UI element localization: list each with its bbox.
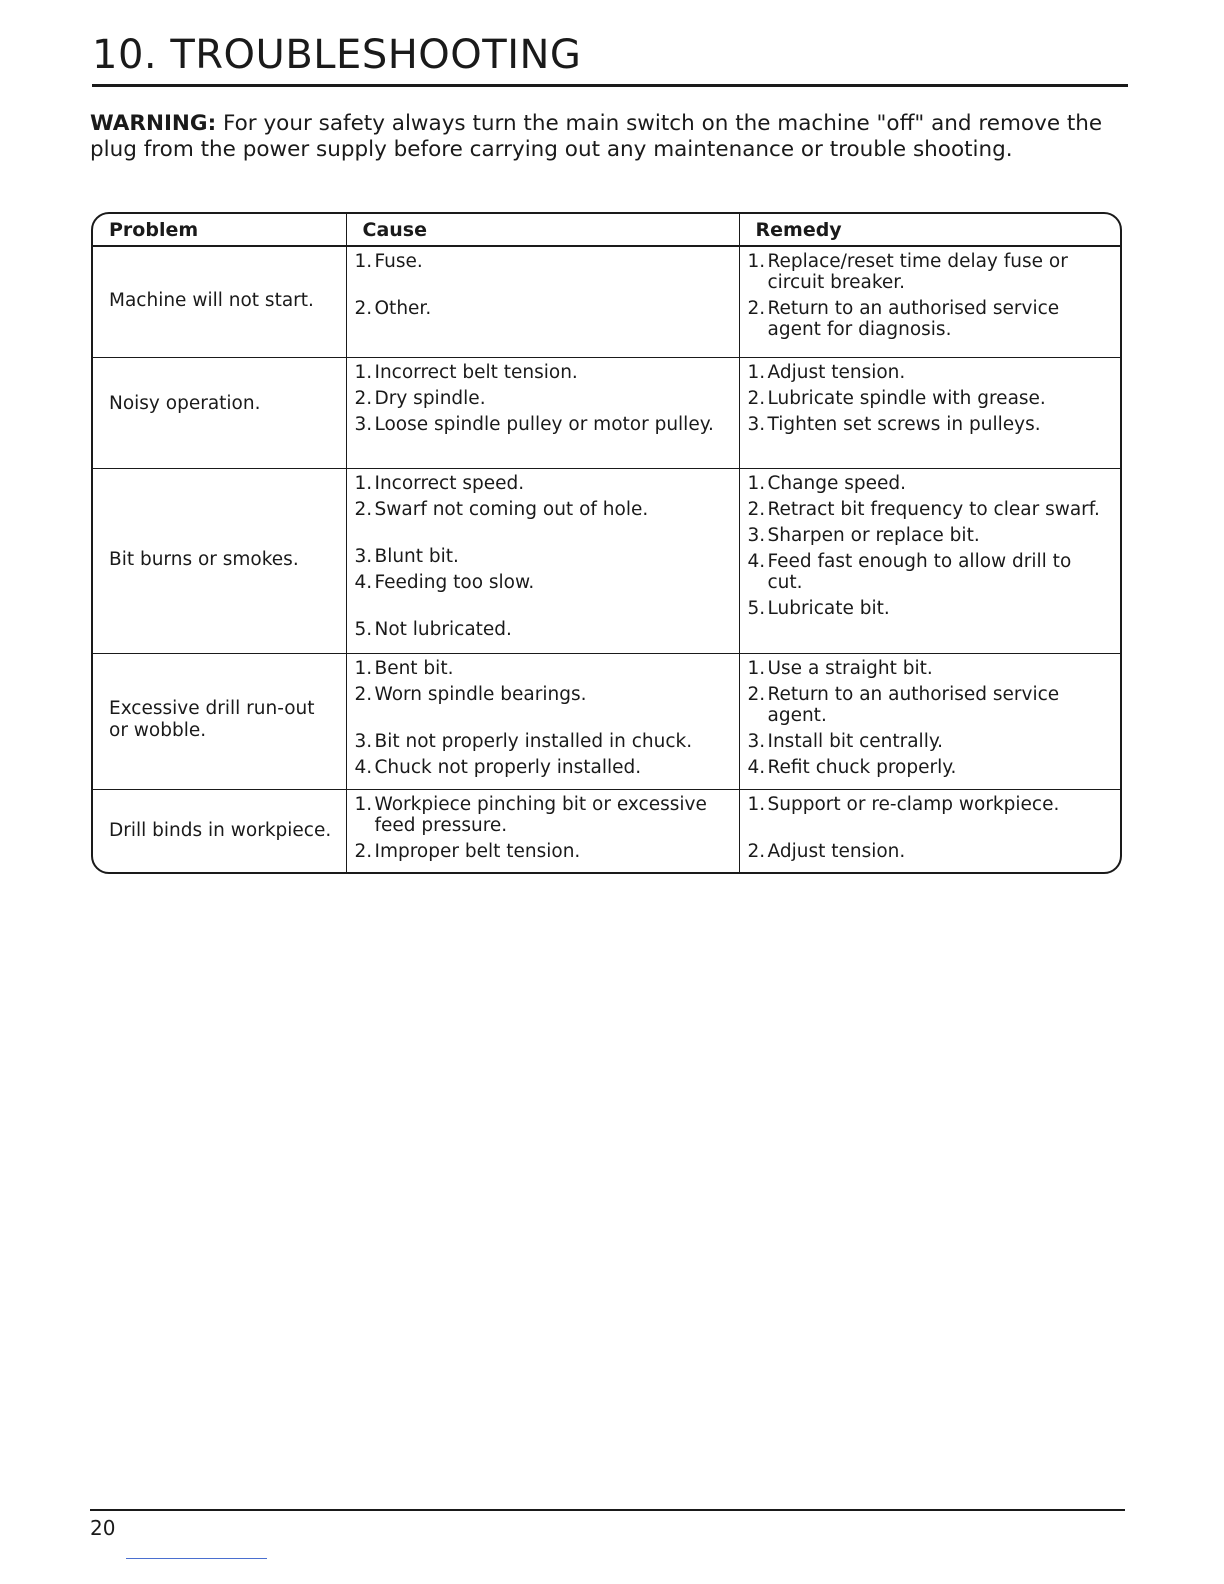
list-item: 1. Replace/reset time delay fuse or circuit breaker. (747, 251, 1068, 293)
cause-cell (346, 653, 739, 789)
warning-label: WARNING: (90, 111, 217, 136)
list-item: 4. Refit chuck properly. (747, 756, 957, 778)
list-item: 3. Sharpen or replace bit. (747, 524, 980, 546)
list-item: 2. Return to an authorised service agent for diagnosis. (747, 298, 1060, 340)
cause-cell (346, 246, 739, 357)
warning-paragraph (90, 111, 1130, 163)
table-row (93, 246, 1120, 357)
table-row (93, 468, 1120, 653)
remedy-cell (739, 468, 1120, 653)
list-item: 2. Worn spindle bearings. (354, 683, 587, 705)
remedy-cell (739, 653, 1120, 789)
list-item: 1. Workpiece pinching bit or excessive feed pressure. (354, 793, 707, 836)
troubleshooting-grid (93, 214, 1120, 874)
problem-cell: Bit burns or smokes. (93, 468, 346, 653)
footer-rule (90, 1509, 1125, 1511)
remedy-cell (739, 357, 1120, 468)
header-remedy: Remedy (739, 214, 1120, 246)
list-item: 1. Use a straight bit. (747, 657, 933, 679)
list-item: 2. Dry spindle. (354, 387, 486, 409)
list-item: 2. Swarf not coming out of hole. (354, 498, 649, 520)
list-item: 3. Blunt bit. (354, 545, 459, 567)
bottom-accent-line (126, 1558, 267, 1559)
list-item: 3. Bit not properly installed in chuck. (354, 730, 693, 752)
table-row (93, 357, 1120, 468)
list-item: 2. Retract bit frequency to clear swarf. (747, 498, 1100, 520)
list-item: 1. Bent bit. (354, 657, 454, 679)
list-item: 3. Install bit centrally. (747, 730, 944, 752)
remedy-cell (739, 246, 1120, 357)
list-item: 4. Feed fast enough to allow drill to cut. (747, 550, 1072, 593)
list-item: 4. Feeding too slow. (354, 571, 535, 593)
cause-cell (346, 468, 739, 653)
page-title: 10. TROUBLESHOOTING (92, 32, 582, 78)
header-cause: Cause (346, 214, 739, 246)
list-item: 5. Lubricate bit. (747, 597, 890, 619)
remedy-cell (739, 789, 1120, 874)
list-item: 2. Adjust tension. (747, 840, 906, 862)
list-item: 1. Change speed. (747, 472, 906, 494)
table-row (93, 653, 1120, 789)
list-item: 2. Other. (354, 298, 432, 319)
problem-cell: Excessive drill run-out or wobble. (93, 653, 346, 789)
list-item: 2. Return to an authorised service agent. (747, 683, 1060, 726)
list-item: 1. Support or re-clamp workpiece. (747, 793, 1060, 815)
list-item: 1. Incorrect speed. (354, 472, 525, 494)
list-item: 5. Not lubricated. (354, 618, 512, 640)
cause-cell (346, 789, 739, 874)
warning-text: For your safety always turn the main switch on the machine "off" and remove the plug from the power supply before carrying out any maintenance or trouble shooting. (90, 111, 1103, 162)
list-item: 3. Tighten set screws in pulleys. (747, 413, 1041, 435)
problem-cell: Machine will not start. (109, 289, 314, 311)
title-rule (92, 84, 1128, 87)
list-item: 2. Improper belt tension. (354, 840, 581, 862)
cause-cell (346, 357, 739, 468)
troubleshooting-table (91, 212, 1122, 874)
list-item: 1. Fuse. (354, 251, 423, 272)
table-row (93, 789, 1120, 874)
list-item: 2. Lubricate spindle with grease. (747, 387, 1046, 409)
table-header-row (93, 214, 1120, 246)
problem-cell: Noisy operation. (93, 357, 346, 468)
list-item: 1. Incorrect belt tension. (354, 361, 578, 383)
list-item: 4. Chuck not properly installed. (354, 756, 642, 778)
list-item: 1. Adjust tension. (747, 361, 906, 383)
list-item: 3. Loose spindle pulley or motor pulley. (354, 413, 714, 435)
page-number: 20 (90, 1516, 116, 1540)
problem-cell: Drill binds in workpiece. (93, 789, 346, 874)
header-problem: Problem (93, 214, 346, 246)
